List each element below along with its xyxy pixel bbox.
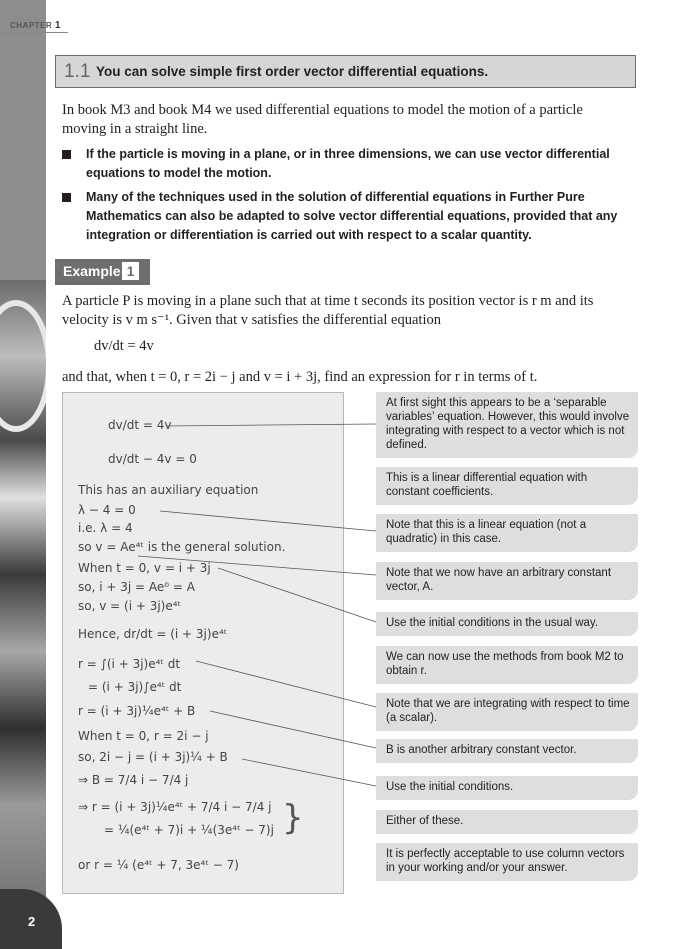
working-line: ⇒ B = 7/4 i − 7/4 j xyxy=(78,773,189,787)
note-3: Note that this is a linear equation (not a quadratic) in this case. xyxy=(376,514,638,552)
note-1: At first sight this appears to be a ‘separable variables’ equation. However, this would involve integrating with respect to a vector which is not defined. xyxy=(376,392,638,458)
working-line: When t = 0, r = 2i − j xyxy=(78,729,209,743)
section-title: You can solve simple first order vector differential equations. xyxy=(96,64,489,79)
working-line: so, 2i − j = (i + 3j)¼ + B xyxy=(78,750,228,764)
working-line: so, i + 3j = Ae⁰ = A xyxy=(78,580,195,594)
note-4: Note that we now have an arbitrary constant vector, A. xyxy=(376,562,638,600)
section-number: 1.1 xyxy=(64,61,91,82)
working-line: This has an auxiliary equation xyxy=(78,483,259,497)
example-number: 1 xyxy=(122,262,139,280)
note-10: Either of these. xyxy=(376,810,638,834)
note-6: We can now use the methods from book M2 to obtain r. xyxy=(376,646,638,684)
chapter-label: CHAPTER 1 xyxy=(10,20,61,31)
working-line: r = ∫(i + 3j)e⁴ᵗ dt xyxy=(78,657,181,671)
note-2: This is a linear differential equation with constant coefficients. xyxy=(376,467,638,505)
intro-line-2: moving in a straight line. xyxy=(62,121,208,137)
working-line: so v = Ae⁴ᵗ is the general solution. xyxy=(78,540,286,554)
note-7: Note that we are integrating with respect to time (a scalar). xyxy=(376,693,638,731)
note-9: Use the initial conditions. xyxy=(376,776,638,800)
example-equation: dv/dt = 4v xyxy=(94,338,154,354)
example-line-1: A particle P is moving in a plane such that at time t seconds its position vector is r m and its xyxy=(62,293,594,309)
page-number: 2 xyxy=(28,914,36,929)
note-8: B is another arbitrary constant vector. xyxy=(376,739,638,763)
intro-line-1: In book M3 and book M4 we used differential equations to model the motion of a particle xyxy=(62,102,583,118)
working-line: dv/dt − 4v = 0 xyxy=(108,452,197,466)
working-line: = ¼(e⁴ᵗ + 7)i + ¼(3e⁴ᵗ − 7)j xyxy=(104,823,274,837)
example-line-3: and that, when t = 0, r = 2i − j and v = i + 3j, find an expression for r in terms of t. xyxy=(62,369,538,385)
working-line: = (i + 3j)∫e⁴ᵗ dt xyxy=(88,680,182,694)
working-line: r = (i + 3j)¼e⁴ᵗ + B xyxy=(78,704,196,718)
working-line: Hence, dr/dt = (i + 3j)e⁴ᵗ xyxy=(78,627,228,641)
working-line: dv/dt = 4v xyxy=(108,418,172,432)
working-line: so, v = (i + 3j)e⁴ᵗ xyxy=(78,599,182,613)
example-label: Example xyxy=(63,263,121,279)
working-line: or r = ¼ (e⁴ᵗ + 7, 3e⁴ᵗ − 7) xyxy=(78,858,239,872)
note-11: It is perfectly acceptable to use column vectors in your working and/or your answer. xyxy=(376,843,638,881)
example-line-2: velocity is v m s⁻¹. Given that v satisfies the differential equation xyxy=(62,312,441,328)
note-5: Use the initial conditions in the usual way. xyxy=(376,612,638,636)
working-line: ⇒ r = (i + 3j)¼e⁴ᵗ + 7/4 i − 7/4 j xyxy=(78,800,272,814)
working-line: λ − 4 = 0 xyxy=(78,503,136,517)
working-line: When t = 0, v = i + 3j xyxy=(78,561,211,575)
brace-icon: } xyxy=(282,798,304,838)
working-line: i.e. λ = 4 xyxy=(78,521,133,535)
